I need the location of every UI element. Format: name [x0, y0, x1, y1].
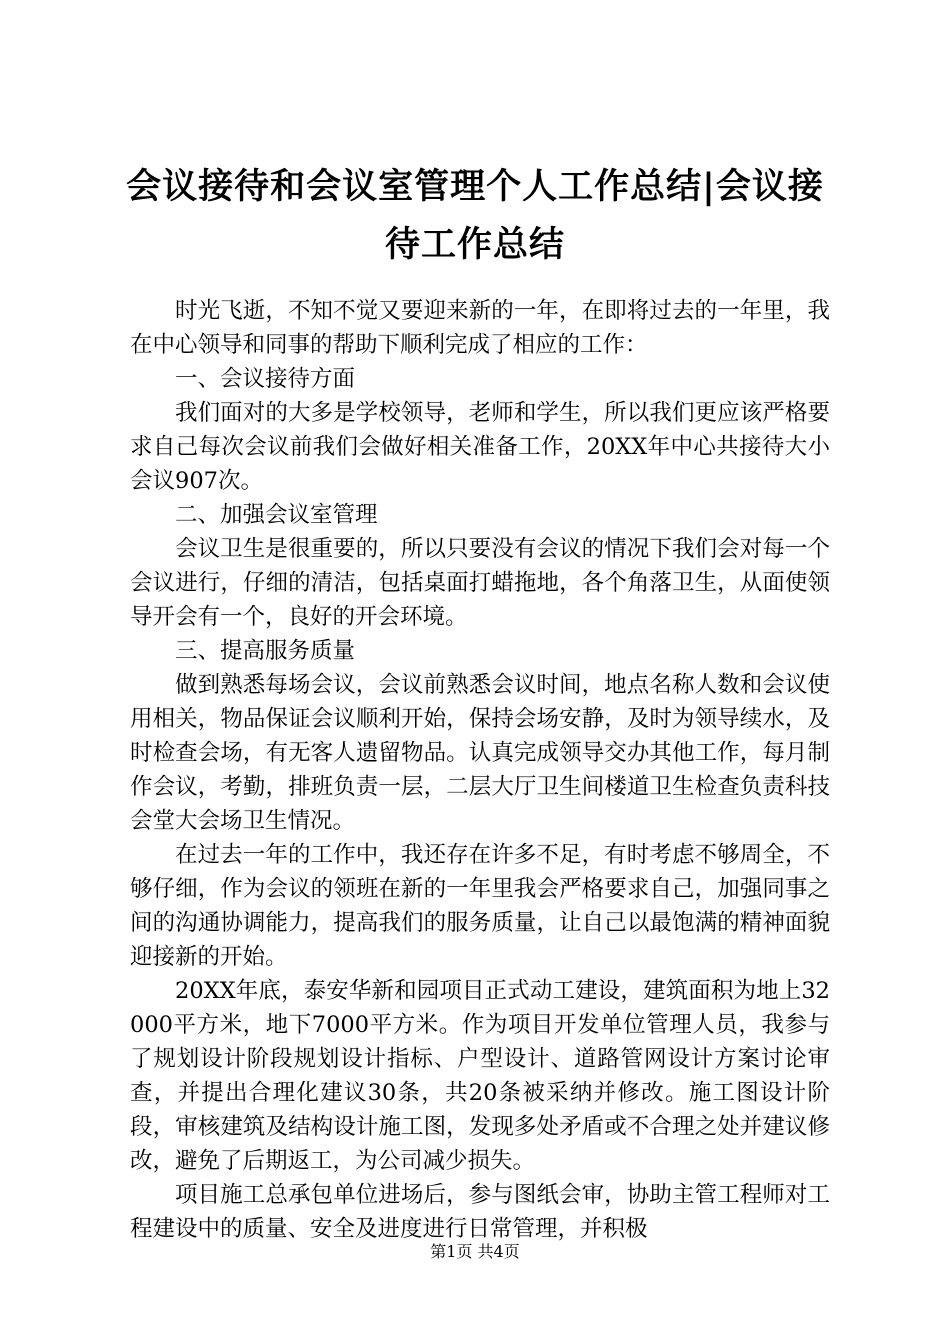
section-heading-room-management: 二、加强会议室管理: [175, 502, 378, 528]
paragraph-construction: 项目施工总承包单位进场后，参与图纸会审，协助主管工程师对工程建设中的质量、安全及进度进行日常管理，并积极: [130, 1182, 830, 1242]
section-heading-service-quality: 三、提高服务质量: [175, 638, 356, 664]
paragraph-project: 20XX年底，泰安华新和园项目正式动工建设，建筑面积为地上32000平方米，地下7000平方米。作为项目开发单位管理人员，我参与了规划设计阶段规划设计指标、户型设计、道路管网设计方案讨论审查，并提出合理化建议30条，共20条被采纳并修改。施工图设计阶段，审核建筑及结构设计施工图，发现多处矛盾或不合理之处并建议修改，避免了后期返工，为公司减少损失。: [130, 978, 830, 1174]
document-body: [130, 294, 830, 1246]
section-heading-reception: 一、会议接待方面: [175, 366, 356, 392]
paragraph-service-quality: 做到熟悉每场会议，会议前熟悉会议时间，地点名称人数和会议使用相关，物品保证会议顺利开始，保持会场安静，及时为领导续水，及时检查会场，有无客人遗留物品。认真完成领导交办其他工作，每月制作会议，考勤，排班负责一层，二层大厅卫生间楼道卫生检查负责科技会堂大会场卫生情况。: [130, 672, 830, 834]
paragraph-room-management: 会议卫生是很重要的，所以只要没有会议的情况下我们会对每一个会议进行，仔细的清洁，包括桌面打蜡拖地，各个角落卫生，从面使领导开会有一个，良好的开会环境。: [130, 536, 830, 630]
page-footer: 第1页 共4页: [430, 1242, 520, 1261]
document-title: 会议接待和会议室管理个人工作总结|会议接待工作总结: [126, 166, 824, 265]
paragraph-reception: 我们面对的大多是学校领导，老师和学生，所以我们更应该严格要求自己每次会议前我们会做好相关准备工作，20XX年中心共接待大小会议907次。: [130, 400, 830, 494]
paragraph-intro: 时光飞逝，不知不觉又要迎来新的一年，在即将过去的一年里，我在中心领导和同事的帮助下顺利完成了相应的工作：: [130, 298, 830, 358]
paragraph-shortcomings: 在过去一年的工作中，我还存在许多不足，有时考虑不够周全，不够仔细，作为会议的领班在新的一年里我会严格要求自己，加强同事之间的沟通协调能力，提高我们的服务质量，让自己以最饱满的精神面貌迎接新的开始。: [130, 842, 830, 970]
